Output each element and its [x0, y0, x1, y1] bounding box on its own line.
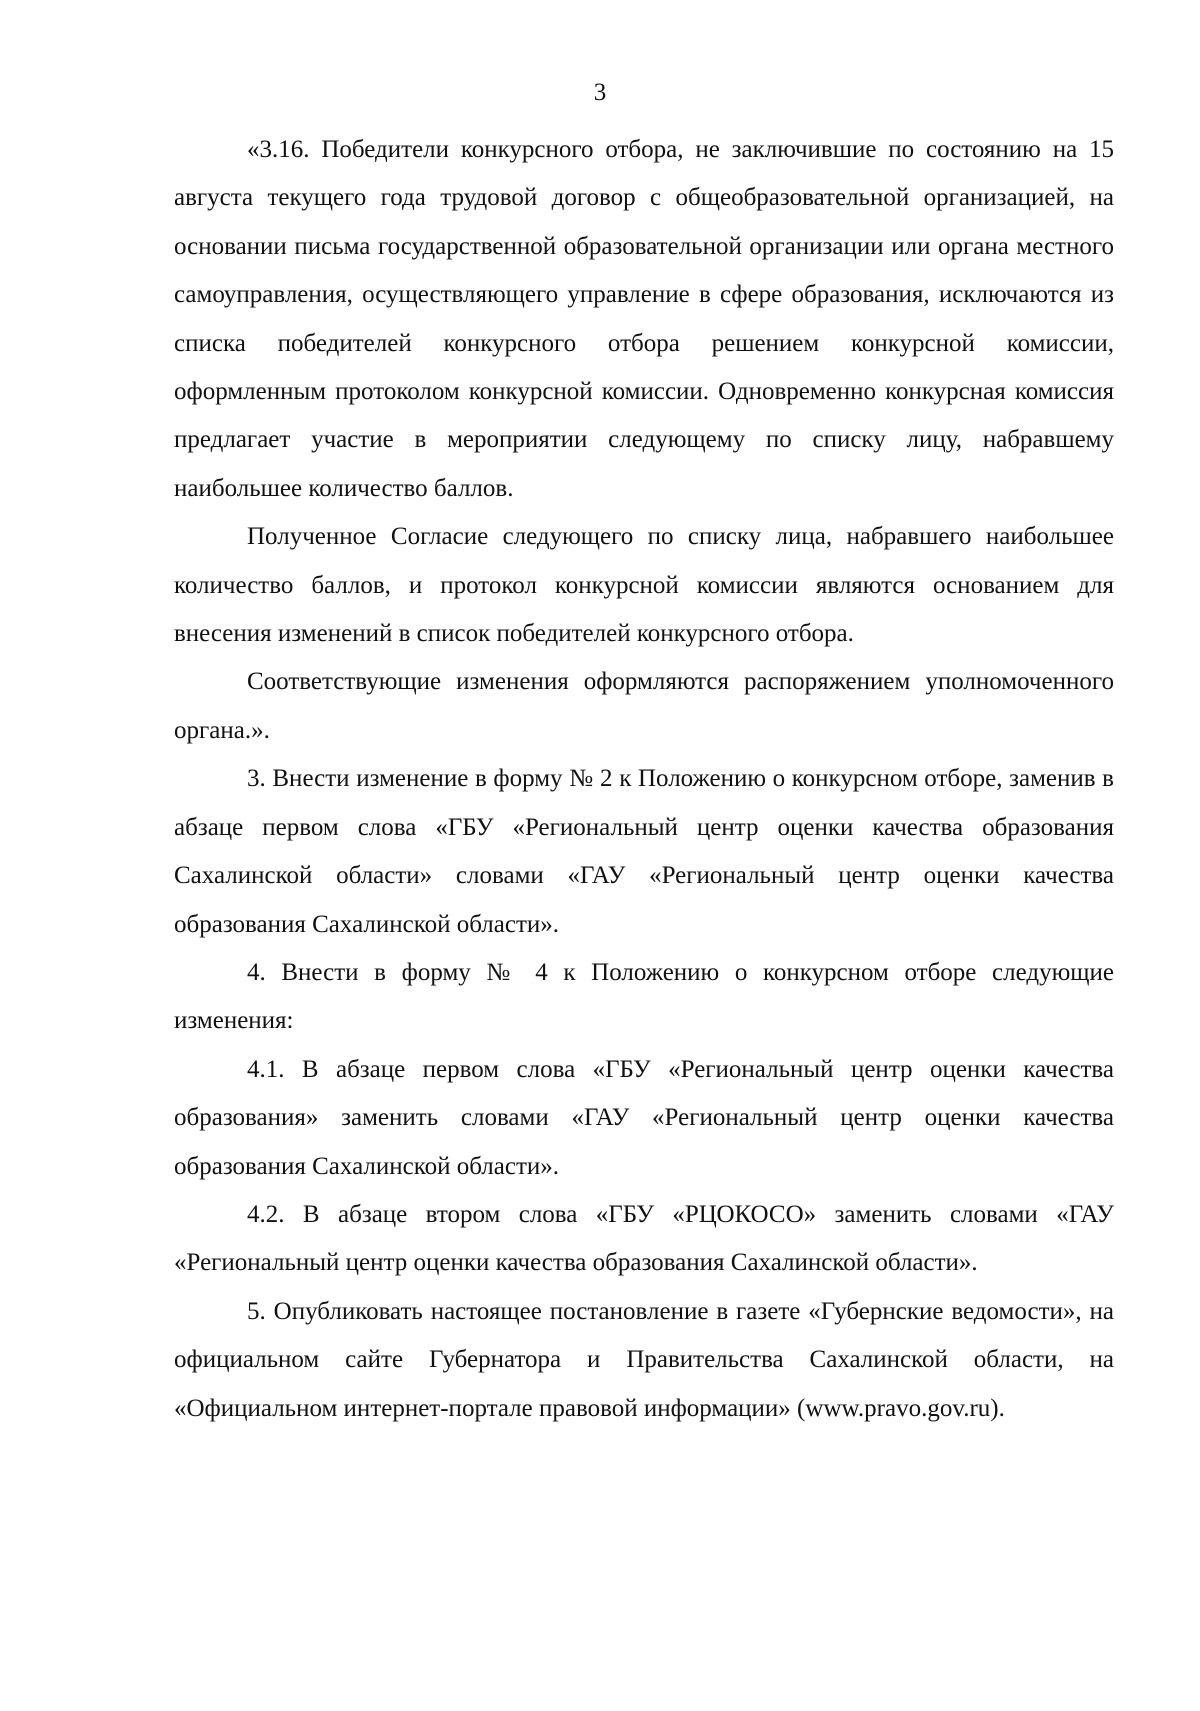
paragraph-item-3: 3. Внести изменение в форму № 2 к Положению о конкурсном отборе, заменив в абзаце первом слова «ГБУ «Региональный центр оценки качества образования Сахалинской области» словами «ГАУ «Региональный центр оценки качества образования Сахалинской области».: [174, 765, 1114, 938]
paragraph-item-5: 5. Опубликовать настоящее постановление в газете «Губернские ведомости», на официальном сайте Губернатора и Правительства Сахалинской области, на «Официальном интернет-портале правовой информации» (www.pravo.gov.ru).: [174, 1297, 1114, 1422]
paragraph-item-4-1: 4.1. В абзаце первом слова «ГБУ «Региональный центр оценки качества образования» заменить словами «ГАУ «Региональный центр оценки качества образования Сахалинской области».: [174, 1055, 1114, 1180]
paragraph-consent: Полученное Согласие следующего по списку лица, набравшего наибольшее количество баллов, и протокол конкурсной комиссии являются основанием для внесения изменений в список победителей конкурсного отбора.: [174, 523, 1114, 648]
paragraph-item-4: 4. Внести в форму № 4 к Положению о конкурсном отборе следующие изменения:: [174, 958, 1114, 1035]
paragraph-item-4-2: 4.2. В абзаце втором слова «ГБУ «РЦОКОСО» заменить словами «ГАУ «Региональный центр оценки качества образования Сахалинской области».: [174, 1200, 1114, 1277]
paragraph-3-16: «3.16. Победители конкурсного отбора, не заключившие по состоянию на 15 августа текущего года трудовой договор с общеобразовательной организацией, на основании письма государственной образовательной организации или органа местного самоуправления, осуществляющего управление в сфере образования, исключаются из списка победителей конкурсного отбора решением конкурсной комиссии, оформленным протоколом конкурсной комиссии. Одновременно конкурсная комиссия предлагает участие в мероприятии следующему по списку лицу, набравшему наибольшее количество баллов.: [174, 136, 1114, 502]
page-number: 3: [593, 79, 607, 106]
document-body: [174, 126, 1114, 1433]
paragraph-changes-order: Соответствующие изменения оформляются распоряжением уполномоченного органа.».: [174, 668, 1114, 744]
